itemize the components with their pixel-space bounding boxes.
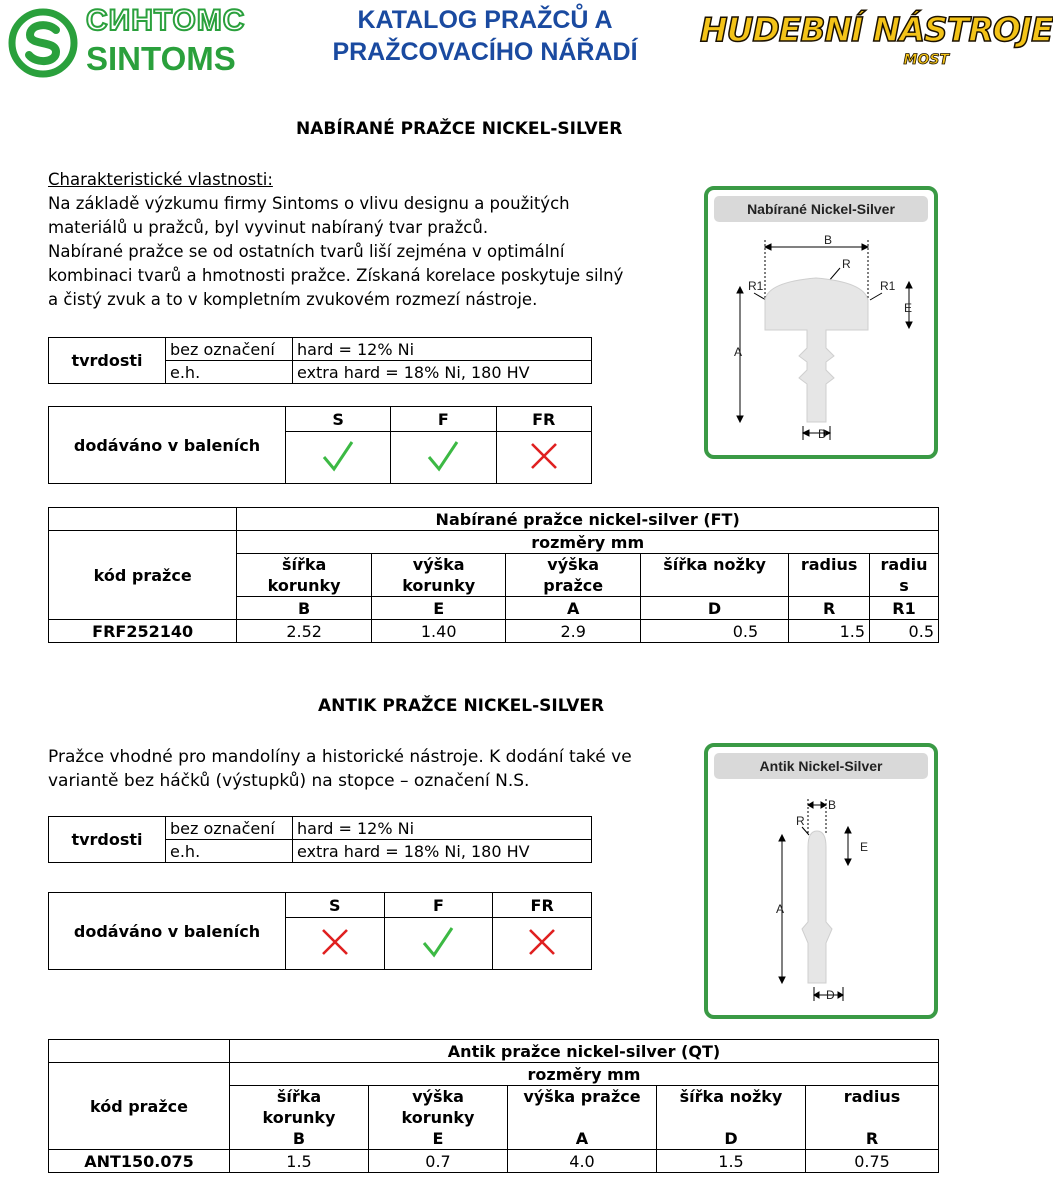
dim-label-b: B	[828, 798, 837, 812]
section1-line: kombinaci tvarů a hmotnosti pražce. Získaná korelace poskytuje silný	[48, 266, 624, 285]
pack-mark-fr	[496, 432, 592, 484]
logo-latin-text: SINTOMS	[86, 40, 236, 77]
pack-mark	[426, 439, 460, 477]
table-title: Antik pražce nickel-silver (QT)	[230, 1040, 939, 1063]
dim-label-r1-right: R1	[880, 279, 896, 293]
fret-code: ANT150.075	[49, 1150, 230, 1173]
col-head: radius	[789, 554, 870, 597]
section1-line: materiálů u pražců, byl vyvinut nabíraný tvar pražců.	[48, 218, 489, 237]
dim-label-b: B	[824, 233, 833, 247]
cell-value: 0.5	[640, 620, 788, 643]
col-symbol: R1	[870, 597, 939, 620]
pack-mark	[321, 439, 355, 477]
section2-description	[48, 745, 698, 793]
catalog-title	[330, 4, 640, 68]
packs-table-2	[48, 892, 592, 970]
cross-icon	[527, 927, 557, 957]
section1-line: Na základě výzkumu firmy Sintoms o vlivu designu a použitých	[48, 194, 570, 213]
dim-label-r1-left: R1	[748, 279, 764, 293]
col-head: výška pražce	[506, 554, 640, 597]
packs-label: dodáváno v baleních	[49, 407, 286, 484]
logo-cyrillic-text: СИНТОМС	[86, 4, 246, 37]
table-row	[49, 620, 939, 643]
fret-profile-drawing	[708, 190, 934, 455]
cell-value: 1.5	[230, 1150, 369, 1173]
section1-description	[48, 168, 698, 312]
col-symbol: A	[506, 597, 640, 620]
col-symbol: D	[640, 597, 788, 620]
diagram-title: Antik Nickel-Silver	[714, 753, 928, 779]
section1-title: NABÍRANÉ PRAŽCE NICKEL-SILVER	[296, 119, 623, 139]
pack-col-f: F	[384, 893, 493, 918]
section2-line: Pražce vhodné pro mandolíny a historické nástroje. K dodání také ve	[48, 747, 632, 767]
col-head: radius R	[806, 1086, 939, 1150]
brand-logo	[700, 10, 1053, 72]
hardness-desc: extra hard = 18% Ni, 180 HV	[293, 361, 592, 384]
pack-col-s: S	[286, 407, 391, 432]
dims-header: rozměry mm	[230, 1063, 939, 1086]
check-icon	[421, 925, 455, 959]
col-symbol: B	[237, 597, 372, 620]
col-head: výška korunky	[371, 554, 506, 597]
hardness-code: bez označení	[166, 338, 293, 361]
pack-mark-s	[286, 918, 385, 970]
pack-mark	[527, 927, 557, 961]
pack-col-s: S	[286, 893, 385, 918]
cell-value: 1.5	[789, 620, 870, 643]
col-head: šířka korunky	[237, 554, 372, 597]
cell-value: 2.52	[237, 620, 372, 643]
catalog-title-line2: PRAŽCOVACÍHO NÁŘADÍ	[332, 38, 638, 66]
pack-mark-s	[286, 432, 391, 484]
hardness-label: tvrdosti	[49, 817, 166, 863]
col-head: šířka nožky D	[657, 1086, 806, 1150]
section2-line: variantě bez háčků (výstupků) na stopce – označení N.S.	[48, 771, 530, 791]
hardness-code: e.h.	[166, 840, 293, 863]
table-title: Nabírané pražce nickel-silver (FT)	[237, 508, 939, 531]
cell-value: 0.5	[870, 620, 939, 643]
col-head: radiu s	[870, 554, 939, 597]
hardness-code: e.h.	[166, 361, 293, 384]
pack-mark	[421, 925, 455, 963]
pack-mark	[529, 441, 559, 475]
dim-label-d: D	[826, 988, 835, 1002]
packs-table-1	[48, 406, 592, 484]
cross-icon	[320, 927, 350, 957]
hardness-table-2	[48, 816, 592, 863]
cell-value: 0.7	[369, 1150, 508, 1173]
fret-code: FRF252140	[49, 620, 237, 643]
section1-line: a čistý zvuk a to v kompletním zvukovém rozmezí nástroje.	[48, 290, 538, 309]
pack-mark-f	[391, 432, 496, 484]
col-symbol: E	[371, 597, 506, 620]
col-head: výška korunky E	[369, 1086, 508, 1150]
col-symbol: R	[789, 597, 870, 620]
cross-icon	[529, 441, 559, 471]
pack-col-fr: FR	[496, 407, 592, 432]
check-icon	[321, 439, 355, 473]
pack-mark	[320, 927, 350, 961]
section1-heading: Charakteristické vlastnosti:	[48, 170, 273, 189]
cell-value: 2.9	[506, 620, 640, 643]
pack-mark-f	[384, 918, 493, 970]
dim-label-r: R	[796, 814, 805, 828]
hardness-desc: hard = 12% Ni	[293, 338, 592, 361]
table-row	[49, 1150, 939, 1173]
cell-value: 1.40	[371, 620, 506, 643]
pack-col-fr: FR	[493, 893, 592, 918]
dim-label-a: A	[734, 345, 743, 359]
hardness-table-1	[48, 337, 592, 384]
sintoms-logo-icon	[8, 8, 78, 78]
dim-label-a: A	[776, 902, 785, 916]
dim-label-r: R	[842, 257, 851, 271]
cell-value: 0.75	[806, 1150, 939, 1173]
packs-label: dodáváno v baleních	[49, 893, 286, 970]
dim-label-e: E	[904, 301, 913, 315]
brand-sub-text: MOST	[903, 52, 949, 68]
code-header: kód pražce	[49, 1063, 230, 1150]
pack-mark-fr	[493, 918, 592, 970]
cell-value: 1.5	[657, 1150, 806, 1173]
col-head: výška pražce A	[508, 1086, 657, 1150]
hardness-desc: hard = 12% Ni	[293, 817, 592, 840]
hardness-label: tvrdosti	[49, 338, 166, 384]
check-icon	[426, 439, 460, 473]
section2-title: ANTIK PRAŽCE NICKEL-SILVER	[318, 696, 605, 716]
code-header: kód pražce	[49, 531, 237, 620]
dim-label-e: E	[860, 840, 869, 854]
fret-profile-drawing	[708, 747, 934, 1015]
hardness-desc: extra hard = 18% Ni, 180 HV	[293, 840, 592, 863]
col-head: šířka nožky	[640, 554, 788, 597]
catalog-title-line1: KATALOG PRAŽCŮ A	[357, 6, 613, 34]
brand-main-text: HUDEBNÍ NÁSTROJE	[700, 10, 1053, 49]
fret-diagram-nabirane	[704, 186, 938, 459]
dims-header: rozměry mm	[237, 531, 939, 554]
section1-line: Nabírané pražce se od ostatních tvarů liší zejména v optimální	[48, 242, 565, 261]
cell-value: 4.0	[508, 1150, 657, 1173]
pack-col-f: F	[391, 407, 496, 432]
dim-label-d: D	[818, 427, 827, 441]
fret-diagram-antik	[704, 743, 938, 1019]
dimensions-table-qt	[48, 1039, 939, 1173]
diagram-title: Nabírané Nickel-Silver	[714, 196, 928, 222]
dimensions-table-ft	[48, 507, 939, 643]
col-head: šířka korunky B	[230, 1086, 369, 1150]
hardness-code: bez označení	[166, 817, 293, 840]
